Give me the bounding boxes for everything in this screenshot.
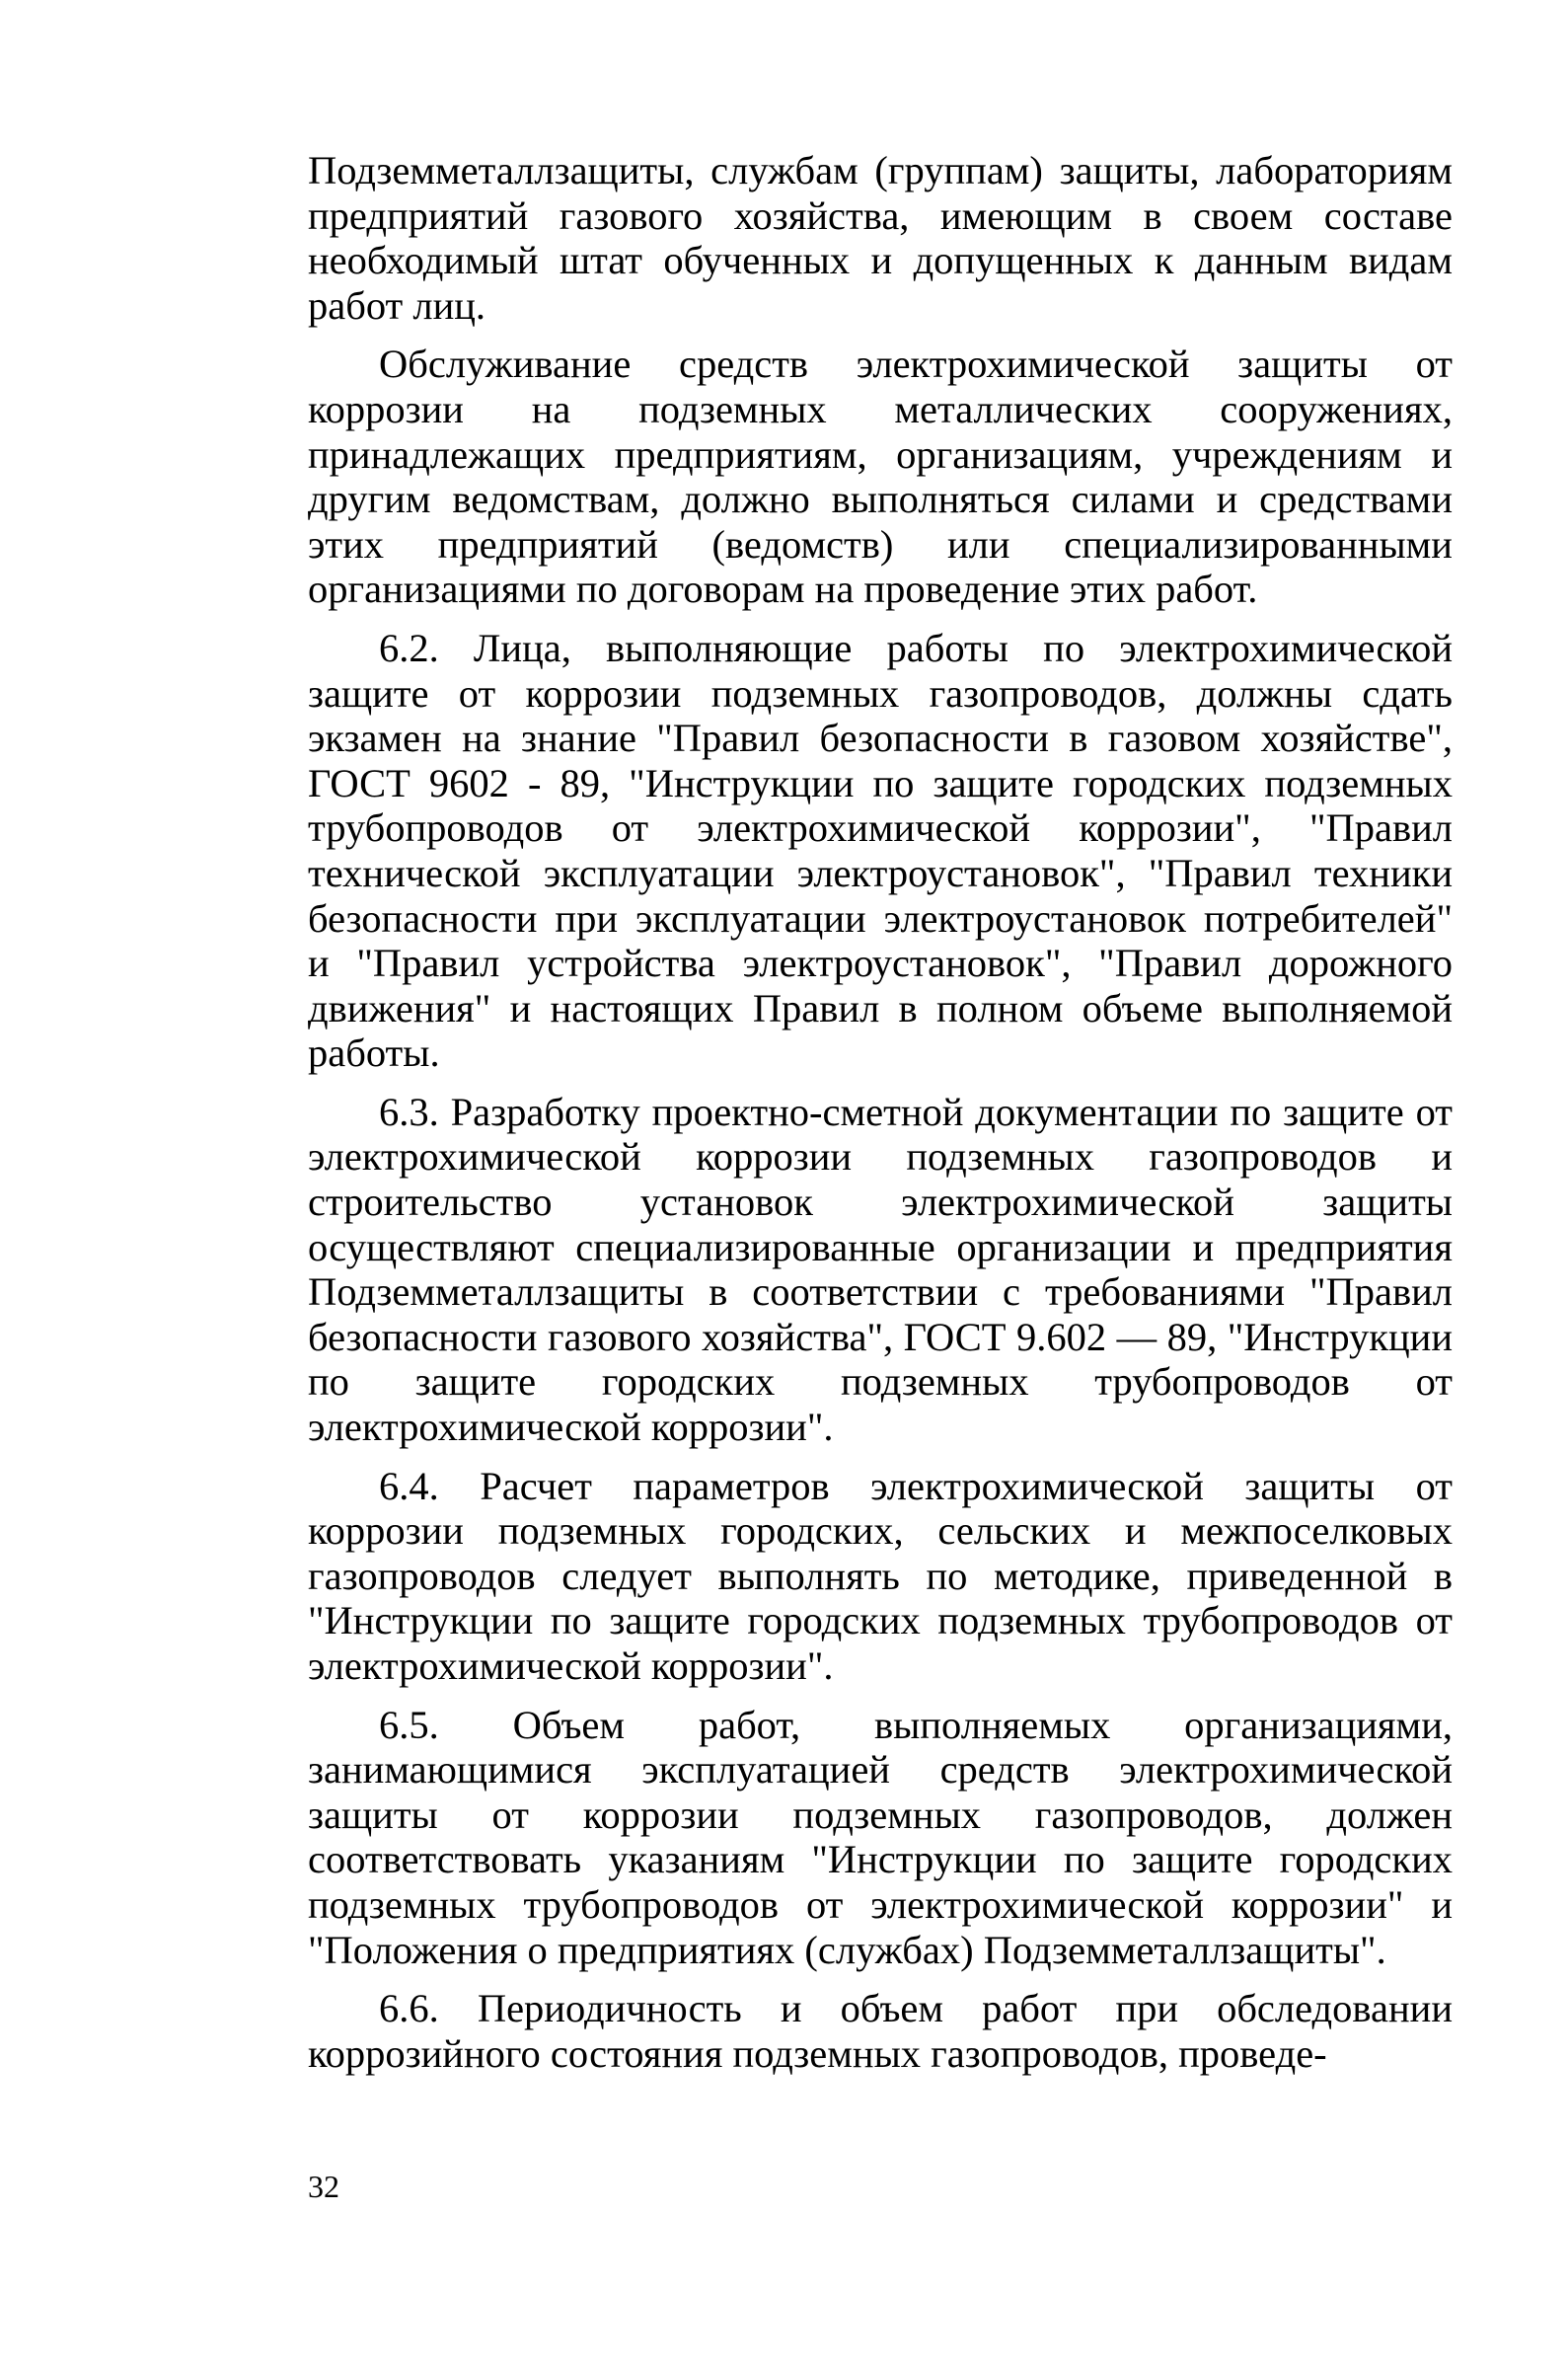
paragraph-6-4: 6.4. Расчет параметров электрохимической защиты от коррозии подземных городских, сельских и межпоселковых газопроводов следует выполнять по методике, приведенной в "Инструкции по защите городских подземных трубопроводов от электрохимической коррозии". (308, 1463, 1453, 1688)
paragraph-6-3: 6.3. Разработку проектно-сметной документации по защите от электрохимической коррозии подземных газопроводов и строительство установок электрохимической защиты осуществляют специализированные организации и предприятия Подземметаллзащиты в соответствии с требованиями "Правил безопасности газового хозяйства", ГОСТ 9.602 — 89, "Инструкции по защите городских подземных трубопроводов от электрохимической коррозии". (308, 1089, 1453, 1450)
page-number: 32 (308, 2169, 339, 2204)
paragraph-continuation: Подземметаллзащиты, службам (группам) защиты, лабораториям предприятий газового хозяйства, имеющим в своем составе необходимый штат обученных и допущенных к данным видам работ лиц. (308, 148, 1453, 328)
paragraph-6-2: 6.2. Лица, выполняющие работы по электрохимической защите от коррозии подземных газопроводов, должны сдать экзамен на знание "Правил безопасности в газовом хозяйстве", ГОСТ 9602 - 89, "Инструкции по защите городских подземных трубопроводов от электрохимической коррозии", "Правил технической эксплуатации электроустановок", "Правил техники безопасности при эксплуатации электроустановок потребителей" и "Правил устройства электроустановок", "Правил дорожного движения" и настоящих Правил в полном объеме выполняемой работы. (308, 625, 1453, 1076)
paragraph-ecp-service: Обслуживание средств электрохимической защиты от коррозии на подземных металлических сооружениях, принадлежащих предприятиям, организациям, учреждениям и другим ведомствам, должно выполняться силами и средствами этих предприятий (ведомств) или специализированными организациями по договорам на проведение этих работ. (308, 342, 1453, 612)
document-page (308, 148, 1453, 2300)
paragraph-6-6: 6.6. Периодичность и объем работ при обследовании коррозийного состояния подземных газопроводов, проведе- (308, 1986, 1453, 2076)
paragraph-6-5: 6.5. Объем работ, выполняемых организациями, занимающимися эксплуатацией средств электрохимической защиты от коррозии подземных газопроводов, должен соответствовать указаниям "Инструкции по защите городских подземных трубопроводов от электрохимической коррозии" и "Положения о предприятиях (службах) Подземметаллзащиты". (308, 1702, 1453, 1972)
